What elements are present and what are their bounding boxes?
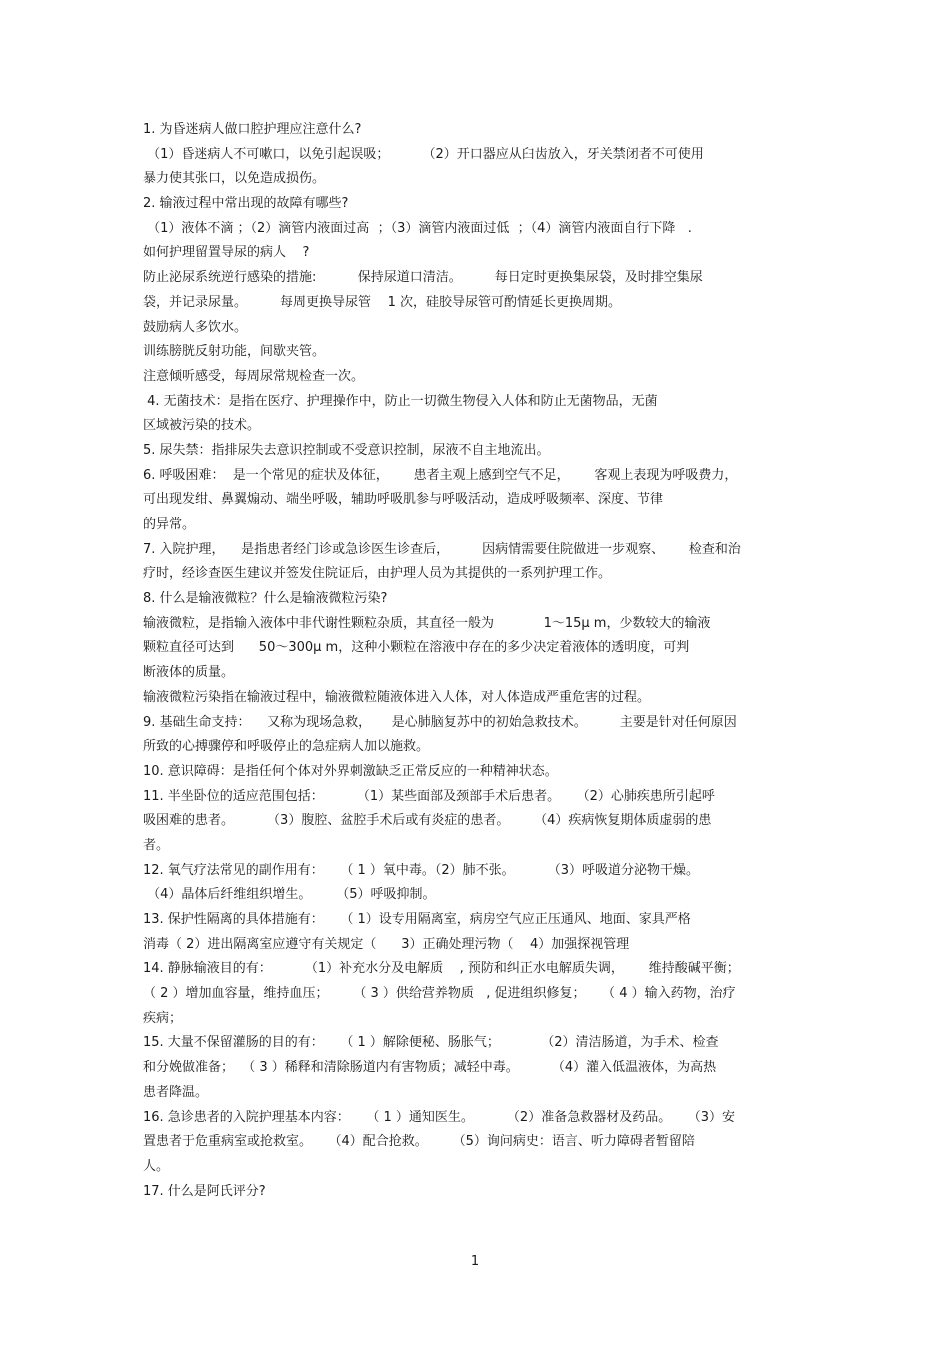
text-line: 的异常。	[143, 517, 196, 532]
text-line: 16. 急诊患者的入院护理基本内容： （ 1 ）通知医生。 （2）准备急救器材及药品。 （3）安	[143, 1109, 736, 1125]
text-line: 15. 大量不保留灌肠的目的有： （ 1 ）解除便秘、肠胀气； （2）清洁肠道，为手术、检查	[143, 1035, 719, 1051]
text-line: 1. 为昏迷病人做口腔护理应注意什么?	[143, 122, 362, 137]
text-line: 4. 无菌技术：是指在医疗、护理操作中，防止一切微生物侵入人体和防止无菌物品，无菌	[143, 393, 658, 409]
text-line: 断液体的质量。	[143, 665, 235, 681]
text-line: 9. 基础生命支持： 又称为现场急救， 是心肺脑复苏中的初始急救技术。 主要是针对任何原因	[143, 714, 737, 730]
text-line: 和分娩做准备； （ 3 ）稀释和清除肠道内有害物质；减轻中毒。 （4）灌入低温液体，为高热	[143, 1060, 717, 1076]
text-line: 疗时，经诊查医生建议并签发住院证后，由护理人员为其提供的一系列护理工作。	[143, 566, 612, 582]
text-line: 输液微粒，是指输入液体中非代谢性颗粒杂质，其直径一般为 1～15μ m，少数较大的输液	[143, 615, 711, 631]
text-line: 疾病；	[143, 1010, 183, 1026]
page-number: 1	[470, 1254, 480, 1269]
text-line: 暴力使其张口，以免造成损伤。	[143, 171, 326, 187]
text-line: 10. 意识障碍：是指任何个体对外界刺激缺乏正常反应的一种精神状态。	[143, 763, 558, 779]
document-body	[143, 118, 823, 1204]
text-line: 输液微粒污染指在输液过程中，输液微粒随液体进入人体，对人体造成严重危害的过程。	[143, 689, 651, 705]
text-line: 鼓励病人多饮水。	[143, 319, 248, 335]
text-line: （4）晶体后纤维组织增生。 （5）呼吸抑制。	[143, 887, 436, 903]
text-line: 8. 什么是输液微粒？什么是输液微粒污染?	[143, 591, 388, 607]
text-line: 者。	[143, 837, 170, 853]
text-line: （1）液体不滴 ；（2）滴管内液面过高 ；（3）滴管内液面过低 ；（4）滴管内液面自行下降 .	[143, 220, 692, 236]
text-line: 7. 入院护理， 是指患者经门诊或急诊医生诊查后， 因病情需要住院做进一步观察、 检查和治	[143, 541, 741, 557]
text-line: 5. 尿失禁：指排尿失去意识控制或不受意识控制，尿液不自主地流出。	[143, 442, 550, 458]
text-line: 患者降温。	[143, 1084, 209, 1100]
text-line: 吸困难的患者。 （3）腹腔、盆腔手术后或有炎症的患者。 （4）疾病恢复期体质虚弱的患	[143, 813, 712, 829]
text-line: 14. 静脉输液目的有： （1）补充水分及电解质 , 预防和纠正水电解质失调， 维持酸碱平衡；	[143, 961, 740, 977]
text-line: 13. 保护性隔离的具体措施有： （ 1）设专用隔离室，病房空气应正压通风、地面、家具严格	[143, 912, 691, 927]
text-line: （ 2 ）增加血容量，维持血压； （ 3 ）供给营养物质 , 促进组织修复； （ 4 ）输入药物，治疗	[143, 986, 736, 1002]
text-line: 17. 什么是阿氏评分?	[143, 1183, 266, 1199]
text-line: 颗粒直径可达到 50～300μ m，这种小颗粒在溶液中存在的多少决定着液体的透明度，可判	[143, 640, 690, 656]
text-line: 人。	[143, 1158, 170, 1174]
text-line: 可出现发绀、鼻翼煽动、端坐呼吸，辅助呼吸肌参与呼吸活动，造成呼吸频率、深度、节律	[143, 492, 664, 508]
text-line: 如何护理留置导尿的病人 ?	[143, 245, 310, 261]
text-line: 11. 半坐卧位的适应范围包括： （1）某些面部及颈部手术后患者。 （2）心肺疾患所引起呼	[143, 788, 715, 804]
text-line: 6. 呼吸困难： 是一个常见的症状及体征， 患者主观上感到空气不足， 客观上表现为呼吸费力，	[143, 467, 738, 483]
text-line: （1）昏迷病人不可嗽口，以免引起误吸； （2）开口器应从臼齿放入，牙关禁闭者不可使用	[143, 146, 704, 162]
text-line: 12. 氧气疗法常见的副作用有： （ 1 ）氧中毒。（2）肺不张。 （3）呼吸道分泌物干燥。	[143, 862, 699, 878]
text-line: 注意倾听感受，每周尿常规检查一次。	[143, 368, 365, 384]
text-line: 置患者于危重病室或抢救室。 （4）配合抢救。 （5）询问病史：语言、听力障碍者暂留陪	[143, 1134, 695, 1150]
text-line: 区域被污染的技术。	[143, 418, 261, 434]
text-line: 训练膀胱反射功能，间歇夹管。	[143, 344, 326, 360]
text-line: 防止泌尿系统逆行感染的措施: 保持尿道口清洁。 每日定时更换集尿袋，及时排空集尿	[143, 270, 703, 286]
text-line: 消毒（ 2）进出隔离室应遵守有关规定（ 3）正确处理污物（ 4）加强探视管理	[143, 936, 630, 952]
text-line: 2. 输液过程中常出现的故障有哪些?	[143, 196, 349, 212]
text-line: 所致的心搏骤停和呼吸停止的急症病人加以施救。	[143, 739, 430, 755]
text-line: 袋，并记录尿量。 每周更换导尿管 1 次，硅胶导尿管可酌情延长更换周期。	[143, 294, 621, 310]
